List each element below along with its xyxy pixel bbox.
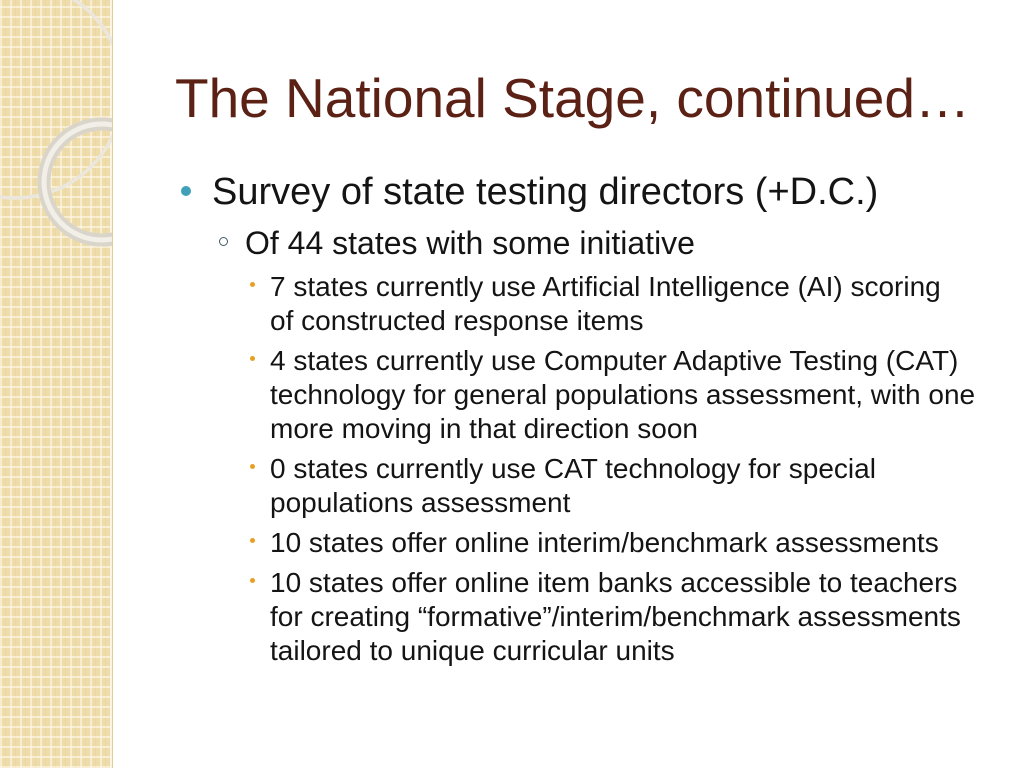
bullet-small-dot-icon: [250, 464, 255, 469]
bullet-dot-icon: [181, 186, 191, 196]
bullet-text: 4 states currently use Computer Adaptive Testing (CAT) technology for general populations assessment, with one more moving in that direction soon: [270, 345, 976, 444]
bullet-item-level3: [0, 452, 1024, 520]
bullet-item-level3: [0, 526, 1024, 560]
bullet-small-dot-icon: [250, 578, 255, 583]
bullet-text: 10 states offer online interim/benchmark assessments: [270, 527, 939, 558]
bullet-text: 0 states currently use CAT technology for special populations assessment: [270, 453, 876, 518]
bullet-item-level2: [0, 224, 1024, 262]
bullet-small-dot-icon: [250, 538, 255, 543]
bullet-text: 10 states offer online item banks accessible to teachers for creating “formative”/interim/benchmark assessments tailored to unique curricular units: [270, 567, 961, 666]
bullet-text: Of 44 states with some initiative: [245, 225, 695, 261]
bullet-item-level1: [0, 169, 1024, 215]
bullet-item-level3: [0, 270, 1024, 338]
slide-body: [0, 169, 1024, 668]
bullet-small-dot-icon: [250, 282, 255, 287]
bullet-text: 7 states currently use Artificial Intelligence (AI) scoring of constructed response items: [270, 271, 941, 336]
bullet-ring-icon: [219, 237, 228, 246]
bullet-small-dot-icon: [250, 356, 255, 361]
bullet-item-level3: [0, 344, 1024, 446]
bullet-text: Survey of state testing directors (+D.C.): [212, 171, 879, 213]
bullet-item-level3: [0, 566, 1024, 668]
slide-title: The National Stage, continued…: [175, 67, 970, 129]
